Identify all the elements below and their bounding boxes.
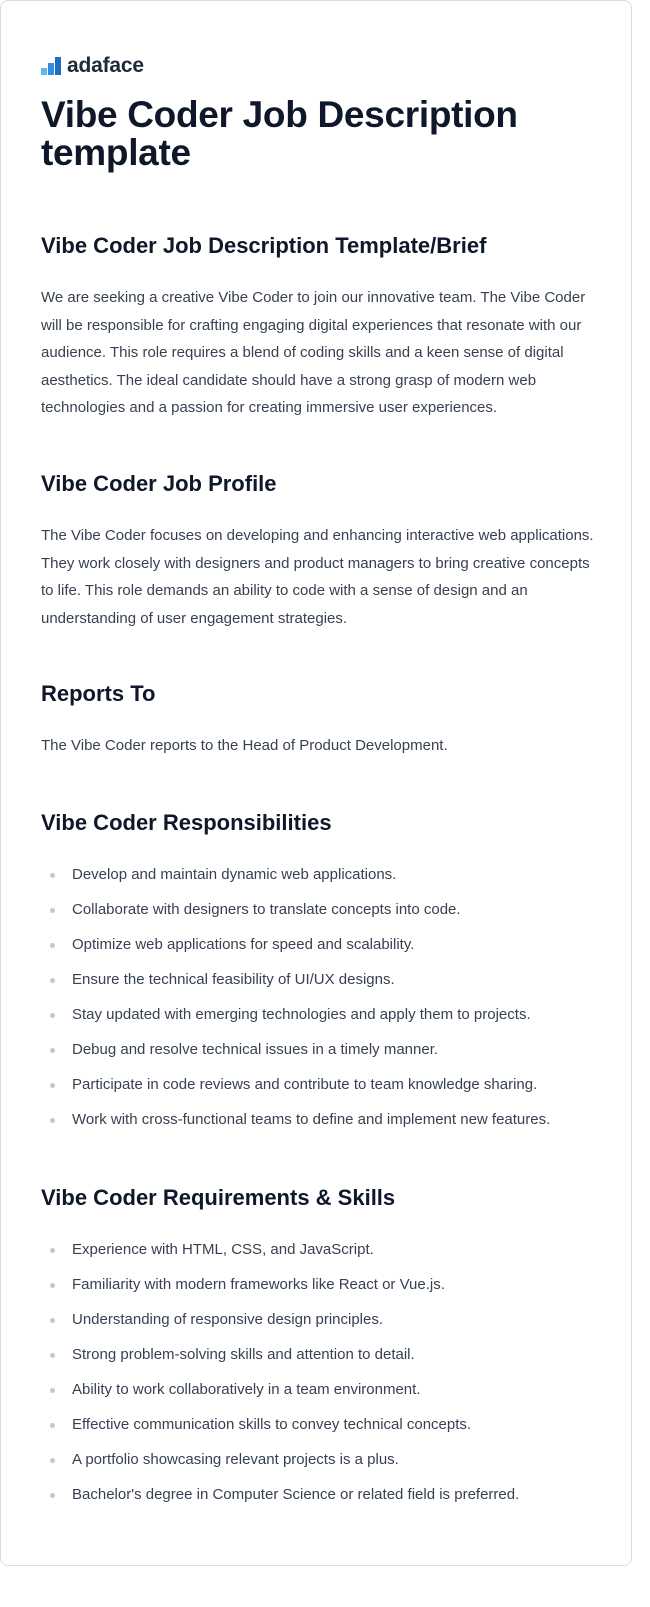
- responsibilities-section: [41, 809, 601, 1145]
- bullet-icon: [50, 943, 55, 948]
- requirements-list: [41, 1240, 601, 1520]
- brief-section: [41, 232, 601, 422]
- list-item: [41, 1005, 601, 1040]
- page-title: Vibe Coder Job Description template: [41, 94, 518, 173]
- bullet-icon: [50, 1283, 55, 1288]
- list-item-text: Strong problem-solving skills and attention to detail.: [72, 1346, 415, 1363]
- list-item-text: Familiarity with modern frameworks like React or Vue.js.: [72, 1276, 445, 1293]
- header: [41, 53, 601, 172]
- list-item: [41, 1310, 601, 1345]
- list-item: [41, 1075, 601, 1110]
- list-item: [41, 900, 601, 935]
- brand-logo[interactable]: [41, 53, 601, 79]
- bullet-icon: [50, 1013, 55, 1018]
- brief-text: We are seeking a creative Vibe Coder to join our innovative team. The Vibe Coder will be responsible for crafting engaging digital experiences that resonate with our audience. This role requires a blend of coding skills and a keen sense of digital aesthetics. The ideal candidate should have a strong grasp of modern web technologies and a passion for creating immersive user experiences.: [41, 289, 586, 416]
- list-item-text: Bachelor's degree in Computer Science or related field is preferred.: [72, 1486, 520, 1503]
- list-item: [41, 1040, 601, 1075]
- bullet-icon: [50, 1423, 55, 1428]
- list-item: [41, 1450, 601, 1485]
- list-item: [41, 1345, 601, 1380]
- reports-section: [41, 680, 601, 760]
- list-item-text: Stay updated with emerging technologies and apply them to projects.: [72, 1006, 531, 1023]
- bullet-icon: [50, 1048, 55, 1053]
- list-item-text: Ability to work collaboratively in a team environment.: [72, 1381, 421, 1398]
- bullet-icon: [50, 1493, 55, 1498]
- list-item: [41, 935, 601, 970]
- list-item-text: Develop and maintain dynamic web applications.: [72, 866, 397, 883]
- bullet-icon: [50, 1388, 55, 1393]
- bullet-icon: [50, 1248, 55, 1253]
- list-item-text: Ensure the technical feasibility of UI/UX designs.: [72, 971, 395, 988]
- requirements-heading: Vibe Coder Requirements & Skills: [41, 1185, 396, 1210]
- reports-text: The Vibe Coder reports to the Head of Product Development.: [41, 737, 448, 754]
- list-item-text: Understanding of responsive design principles.: [72, 1311, 384, 1328]
- profile-heading: Vibe Coder Job Profile: [41, 471, 277, 496]
- profile-text: The Vibe Coder focuses on developing and enhancing interactive web applications. They work closely with designers and product managers to bring creative concepts to life. This role demands an ability to code with a sense of design and an understanding of user engagement strategies.: [41, 527, 594, 627]
- responsibilities-heading: Vibe Coder Responsibilities: [41, 810, 332, 835]
- list-item: [41, 1380, 601, 1415]
- list-item-text: Participate in code reviews and contribute to team knowledge sharing.: [72, 1076, 538, 1093]
- bullet-icon: [50, 873, 55, 878]
- profile-section: [41, 470, 601, 632]
- list-item-text: Experience with HTML, CSS, and JavaScript.: [72, 1241, 374, 1258]
- requirements-section: [41, 1184, 601, 1520]
- bullet-icon: [50, 1118, 55, 1123]
- list-item-text: A portfolio showcasing relevant projects is a plus.: [72, 1451, 399, 1468]
- responsibilities-list: [41, 865, 601, 1145]
- bullet-icon: [50, 908, 55, 913]
- brand-name: adaface: [67, 54, 144, 77]
- list-item: [41, 1240, 601, 1275]
- list-item: [41, 1415, 601, 1450]
- list-item-text: Work with cross-functional teams to define and implement new features.: [72, 1111, 551, 1128]
- list-item: [41, 970, 601, 1005]
- bullet-icon: [50, 1353, 55, 1358]
- brief-heading: Vibe Coder Job Description Template/Brief: [41, 233, 487, 258]
- list-item: [41, 1275, 601, 1310]
- list-item-text: Collaborate with designers to translate concepts into code.: [72, 901, 461, 918]
- list-item: [41, 1485, 601, 1520]
- bullet-icon: [50, 1083, 55, 1088]
- bullet-icon: [50, 1318, 55, 1323]
- bullet-icon: [50, 1458, 55, 1463]
- list-item: [41, 865, 601, 900]
- list-item-text: Debug and resolve technical issues in a timely manner.: [72, 1041, 439, 1058]
- reports-heading: Reports To: [41, 681, 156, 706]
- list-item: [41, 1110, 601, 1145]
- bullet-icon: [50, 978, 55, 983]
- list-item-text: Effective communication skills to convey technical concepts.: [72, 1416, 472, 1433]
- adaface-logo-icon: [41, 57, 61, 75]
- list-item-text: Optimize web applications for speed and scalability.: [72, 936, 415, 953]
